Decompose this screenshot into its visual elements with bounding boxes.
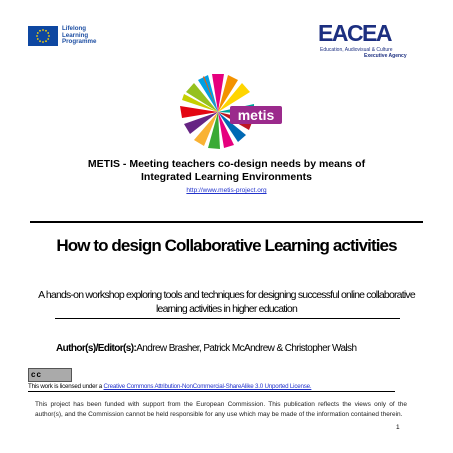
document-subtitle-line-1: A hands-on workshop exploring tools and techniques for designing successful online collaborative [38, 289, 415, 301]
license-link[interactable]: Creative Commons Attribution-NonCommercial-ShareAlike 3.0 Unported License. [103, 383, 312, 390]
eacea-agency: Executive Agency [364, 53, 407, 59]
authors-label: Author(s)/Editor(s): [56, 343, 137, 354]
lifelong-learning-logo [28, 26, 138, 48]
authors-line [56, 343, 356, 354]
license-prefix: This work is licensed under a [28, 383, 104, 390]
subtitle-rule [55, 318, 400, 319]
cc-icon: cc [31, 370, 42, 379]
metis-logo-text: metis [237, 107, 275, 123]
project-title-line-2: Integrated Learning Environments [141, 171, 312, 183]
license-rule [28, 391, 395, 392]
eacea-mark: EACEA [318, 20, 392, 46]
divider-rule [30, 221, 423, 223]
metis-logo [160, 72, 290, 152]
eu-flag-icon [28, 26, 58, 46]
authors-names: Andrew Brasher, Patrick McAndrew & Christopher Walsh [136, 343, 357, 354]
page-number: 1 [396, 424, 400, 431]
creative-commons-badge[interactable] [28, 368, 72, 382]
document-subtitle-line-2: learning activities in higher education [156, 303, 297, 315]
llp-text: Lifelong Learning Programme [62, 25, 97, 46]
funding-disclaimer: This project has been funded with support from the European Commission. This publication reflects the views only of the author(s), and the Commission cannot be held responsible for any use which may be made of the information contained therein. [35, 401, 407, 418]
metis-burst-icon [160, 72, 290, 152]
eacea-subtitle: Education, Audiovisual & Culture [320, 47, 393, 53]
eacea-logo [312, 20, 430, 62]
document-title: How to design Collaborative Learning activities [56, 236, 397, 255]
project-url-link[interactable]: http://www.metis-project.org [186, 187, 267, 194]
project-title-line-1: METIS - Meeting teachers co-design needs by means of [87, 158, 366, 170]
license-statement [28, 383, 311, 390]
